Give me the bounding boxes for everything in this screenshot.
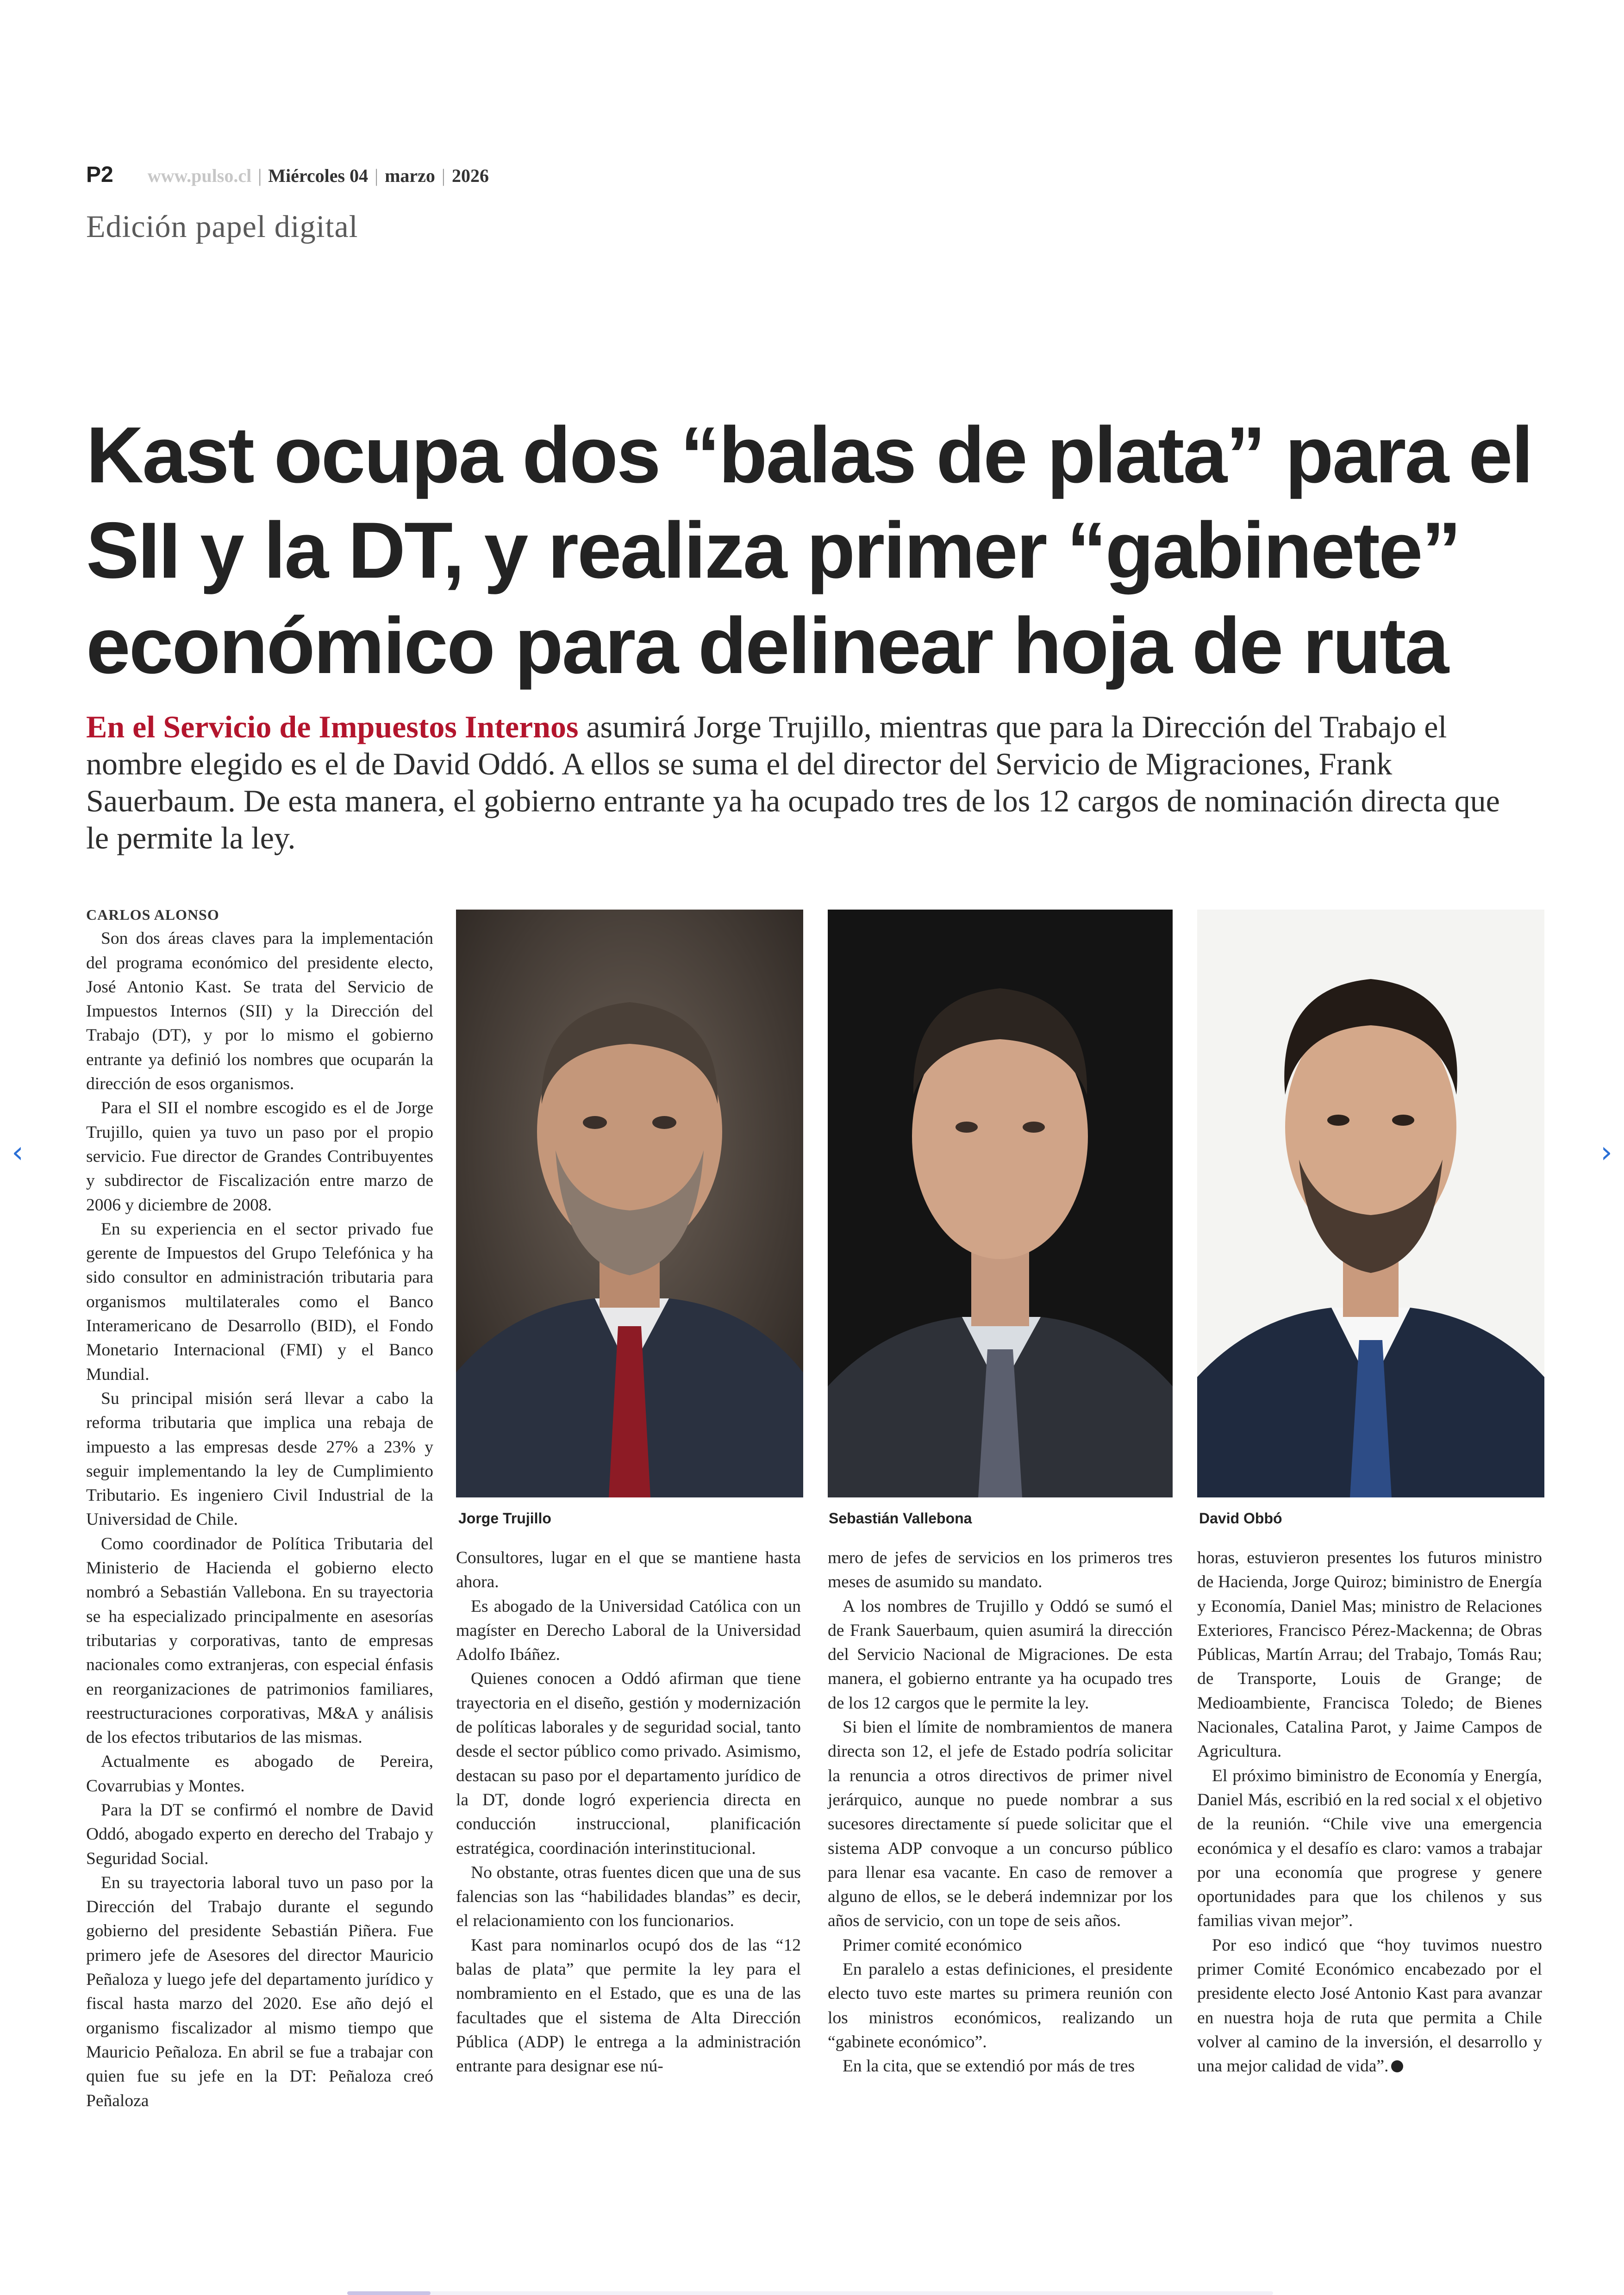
paragraph: Su principal misión será llevar a cabo la reforma tributaria que implica una rebaja de impuesto a las empresas desde 27% a 23% y seguir implementando la ley de Cumplimiento Tributario. Es ingeniero Civil Industrial de la Universidad de Chile. (86, 1389, 433, 1529)
lead-paragraph (86, 708, 1512, 856)
photo-david-oddo (1197, 910, 1544, 1497)
chevron-right-icon[interactable]: › (1600, 1135, 1612, 1170)
paragraph: Consultores, lugar en el que se mantiene hasta ahora. (456, 1548, 801, 1592)
page-number: P2 (86, 162, 113, 187)
paragraph: El próximo biministro de Economía y Energía, Daniel Más, escribió en la red social x el objetivo de la reunión. “Chile vive una emergencia económica y el desafío es claro: vamos a trabajar por una economía que progrese y genere oportunidades para que los chilenos y sus familias vivan mejor”. (1197, 1766, 1542, 1931)
paragraph: mero de jefes de servicios en los primeros tres meses de asumido su mandato. (828, 1548, 1173, 1592)
header-month: marzo (385, 165, 435, 186)
paragraph: horas, estuvieron presentes los futuros ministro de Hacienda, Jorge Quiroz; biministro de Energía y Economía, Daniel Mas; ministro de Relaciones Exteriores, Francisco Pérez-Mackenna; de Obras Públicas, Martín Arrau; del Trabajo, Tomás Rau; de Transporte, Louis de Grange; de Medioambiente, Francisca Toledo; de Bienes Nacionales, Catalina Parot, y Jaime Campos de Agricultura. (1197, 1548, 1542, 1761)
byline: CARLOS ALONSO (86, 906, 219, 923)
paragraph: Actualmente es abogado de Pereira, Covarrubias y Montes. (86, 1752, 433, 1796)
paragraph: En su trayectoria laboral tuvo un paso por la Dirección del Trabajo durante el segundo gobierno del presidente Sebastián Piñera. Fue primero jefe de Asesores del director Mauricio Peñaloza y luego jefe del departamento jurídico y fiscal hasta marzo del 2020. Ese año dejó el organismo fiscalizador al mismo tiempo que Mauricio Peñaloza. En abril se fue a trabajar con quien fue su jefe en la DT: Peñaloza creó Peñaloza (86, 1873, 433, 2110)
chevron-left-icon[interactable]: ‹ (12, 1135, 24, 1170)
paragraph: En la cita, que se extendió por más de tres (843, 2057, 1135, 2076)
page-header: P2 www.pulso.cl | Miércoles 04 | marzo | 2026 (86, 162, 489, 187)
photo-sebastian-vallebona (828, 910, 1173, 1497)
caption-photo-3: David Obbó (1199, 1510, 1282, 1527)
paragraph: En paralelo a estas definiciones, el presidente electo tuvo este martes su primera reunión con los ministros económicos, realizando un “gabinete económico”. (828, 1960, 1173, 2052)
paragraph: Son dos áreas claves para la implementación del programa económico del presidente electo, José Antonio Kast. Se trata del Servicio de Impuestos Internos (SII) y la Dirección del Trabajo (DT), y por lo mismo el gobierno entrante ya definió los nombres que ocuparán la dirección de esos organismos. (86, 929, 433, 1094)
caption-photo-1: Jorge Trujillo (458, 1510, 551, 1527)
paragraph (1197, 1933, 1542, 2079)
column-1 (86, 903, 433, 2113)
paragraph: Como coordinador de Política Tributaria del Ministerio de Hacienda el gobierno electo nombró a Sebastián Vallebona. En su trayectoria se ha especializado principalmente en asesorías tributarias y corporativas, tanto de empresas nacionales como extranjeras, con especial énfasis en reorganizaciones de patrimonios familiares, reestructuraciones corporativas, M&A y análisis de los efectos tributarios de las mismas. (86, 1534, 433, 1747)
lead-kicker: En el Servicio de Impuestos Internos (86, 709, 579, 744)
paragraph: Kast para nominarlos ocupó dos de las “12 balas de plata” que permite la ley para el nombramiento en el Estado, que es una de las facultades que el sistema de Alta Dirección Pública (ADP) le entrega a la administración entrante para designar ese nú- (456, 1935, 801, 2076)
caption-photo-2: Sebastián Vallebona (829, 1510, 972, 1527)
headline: Kast ocupa dos “balas de plata” para el SII y la DT, y realiza primer “gabinete” económico para delinear hoja de ruta (86, 411, 1532, 690)
paragraph: Para la DT se confirmó el nombre de David Oddó, abogado experto en derecho del Trabajo y Seguridad Social. (86, 1800, 433, 1868)
paragraph: A los nombres de Trujillo y Oddó se sumó el de Frank Sauerbaum, quien asumirá la dirección del Servicio Nacional de Migraciones. De esta manera, el gobierno entrante ya ha ocupado tres de los 12 cargos que le permite la ley. (828, 1597, 1173, 1713)
column-4 (1197, 1546, 1542, 2079)
column-2 (456, 1546, 801, 2079)
header-year: 2026 (451, 165, 489, 186)
lead-text: asumirá Jorge Trujillo, mientras que para la Dirección del Trabajo el nombre elegido es el de David Oddó. A ellos se suma el del director del Servicio de Migraciones, Frank Sauerbaum. De esta manera, el gobierno entrante ya ha ocupado tres de los 12 cargos de nominación directa que le permite la ley. (86, 709, 1500, 855)
site-url[interactable]: www.pulso.cl (147, 165, 252, 186)
header-day: Miércoles 04 (268, 165, 369, 186)
paragraph: En su experiencia en el sector privado fue gerente de Impuestos del Grupo Telefónica y ha sido consultor en administración tributaria para organismos multilaterales como el Banco Interamericano de Desarrollo (BID), el Fondo Monetario Internacional (FMI) y el Banco Mundial. (86, 1219, 433, 1384)
scrollbar-thumb[interactable] (347, 2291, 431, 2295)
paragraph: Es abogado de la Universidad Católica con un magíster en Derecho Laboral de la Universidad Adolfo Ibáñez. (456, 1597, 801, 1665)
paragraph: Para el SII el nombre escogido es el de Jorge Trujillo, quien ya tuvo un paso por el propio servicio. Fue director de Grandes Contribuyentes y subdirector de Fiscalización entre marzo de 2006 y diciembre de 2008. (86, 1098, 433, 1215)
paragraph: Si bien el límite de nombramientos de manera directa son 12, el jefe de Estado podría solicitar la renuncia a otros directivos de primer nivel jerárquico, aunque no puede nombrar a sus sucesores directamente sí puede solicitar que el sistema ADP convoque a un concurso público para llenar esa vacante. En caso de remover a alguno de ellos, se le deberá indemnizar por los años de servicio, con un tope de seis años. (828, 1718, 1173, 1931)
paragraph: Quienes conocen a Oddó afirman que tiene trayectoria en el diseño, gestión y modernización de políticas laborales y de seguridad social, tanto desde el sector público como privado. Asimismo, destacan su paso por el departamento jurídico de la DT, donde logró experiencia directa en conducción instruccional, planificación estratégica, coordinación interinstitucional. (456, 1669, 801, 1858)
section-subhead: Primer comité económico (843, 1935, 1022, 1955)
paragraph-text: Por eso indicó que “hoy tuvimos nuestro primer Comité Económico encabezado por el presidente electo José Antonio Kast para avanzar en nuestra hoja de ruta que permita a Chile volver al camino de la inversión, el desarrollo y una mejor calidad de vida”. (1197, 1935, 1542, 2076)
end-mark-icon (1391, 2060, 1403, 2072)
photo-jorge-trujillo (456, 910, 803, 1497)
column-3 (828, 1546, 1173, 2079)
paragraph: No obstante, otras fuentes dicen que una de sus falencias son las “habilidades blandas” es decir, el relacionamiento con los funcionarios. (456, 1863, 801, 1931)
scrollbar-track[interactable] (347, 2291, 1273, 2295)
edition-label: Edición papel digital (86, 209, 358, 244)
